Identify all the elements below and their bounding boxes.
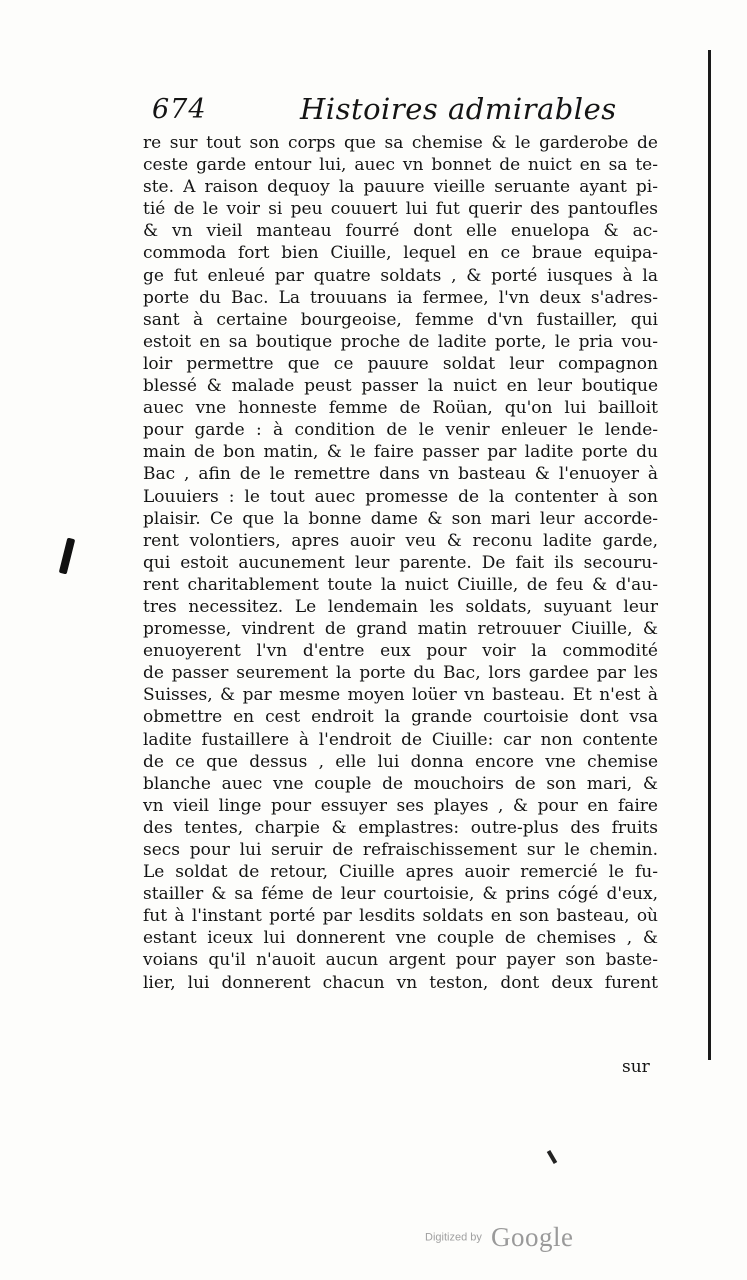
text-line: tié de le voir si peu couuert lui fut querir des pantoufles xyxy=(143,199,658,220)
running-title: Histoires admirables xyxy=(300,92,617,126)
text-line: Suisses, & par mesme moyen loüer vn basteau. Et n'est à xyxy=(143,685,658,706)
page-edge-shadow xyxy=(708,50,711,1060)
text-line: ladite fustaillere à l'endroit de Ciuille: car non contente xyxy=(143,729,658,750)
margin-ink-mark xyxy=(59,538,75,575)
text-line: ge fut enleué par quatre soldats , & porté iusques à la xyxy=(143,265,658,286)
text-line: estoit en sa boutique proche de ladite porte, le pria vou- xyxy=(143,331,658,352)
text-line: ste. A raison dequoy la pauure vieille seruante ayant pi- xyxy=(143,177,658,198)
text-line: lier, lui donnerent chacun vn teston, dont deux furent xyxy=(143,972,658,993)
text-line: voians qu'il n'auoit aucun argent pour payer son baste- xyxy=(143,950,658,971)
text-line: loir permettre que ce pauure soldat leur compagnon xyxy=(143,353,658,374)
text-line: stailler & sa féme de leur courtoisie, & prins cógé d'eux, xyxy=(143,884,658,905)
body-text xyxy=(143,132,658,994)
text-line: sant à certaine bourgeoise, femme d'vn fustailler, qui xyxy=(143,309,658,330)
text-line: fut à l'instant porté par lesdits soldats en son basteau, où xyxy=(143,906,658,927)
text-line: plaisir. Ce que la bonne dame & son mari leur accorde- xyxy=(143,508,658,529)
text-line: de passer seurement la porte du Bac, lors gardee par les xyxy=(143,663,658,684)
text-line: blanche auec vne couple de mouchoirs de son mari, & xyxy=(143,773,658,794)
text-line: main de bon matin, & le faire passer par ladite porte du xyxy=(143,442,658,463)
text-line: des tentes, charpie & emplastres: outre-plus des fruits xyxy=(143,817,658,838)
text-line: porte du Bac. La trouuans ia fermee, l'vn deux s'adres- xyxy=(143,287,658,308)
text-line: pour garde : à condition de le venir enleuer le lende- xyxy=(143,420,658,441)
text-line: Bac , afin de le remettre dans vn basteau & l'enuoyer à xyxy=(143,464,658,485)
text-line: Le soldat de retour, Ciuille apres auoir remercié le fu- xyxy=(143,862,658,883)
catchword: sur xyxy=(622,1057,650,1077)
text-line: re sur tout son corps que sa chemise & le garderobe de xyxy=(143,133,658,153)
text-line: ceste garde entour lui, auec vn bonnet de nuict en sa te- xyxy=(143,155,658,176)
text-line: Louuiers : le tout auec promesse de la contenter à son xyxy=(143,486,658,507)
text-line: qui estoit aucunement leur parente. De fait ils secouru- xyxy=(143,552,658,573)
text-line: enuoyerent l'vn d'entre eux pour voir la commodité xyxy=(143,641,658,662)
text-line: tres necessitez. Le lendemain les soldats, suyuant leur xyxy=(143,596,658,617)
digitized-by-google-watermark xyxy=(425,1222,573,1253)
text-line: vn vieil linge pour essuyer ses playes , & pour en faire xyxy=(143,795,658,816)
google-logo: Google xyxy=(490,1222,574,1252)
text-line: obmettre en cest endroit la grande courtoisie dont vsa xyxy=(143,707,658,728)
text-line: auec vne honneste femme de Roüan, qu'on lui bailloit xyxy=(143,398,658,419)
text-line: estant iceux lui donnerent vne couple de chemises , & xyxy=(143,928,658,949)
page-number: 674 xyxy=(152,94,207,125)
text-line: secs pour lui seruir de refraischissement sur le chemin. xyxy=(143,840,658,860)
text-line: rent charitablement toute la nuict Ciuille, de feu & d'au- xyxy=(143,574,658,595)
text-line: promesse, vindrent de grand matin retrouuer Ciuille, & xyxy=(143,619,658,640)
text-line: & vn vieil manteau fourré dont elle enuelopa & ac- xyxy=(143,221,658,242)
digitized-label: Digitized by xyxy=(425,1231,482,1244)
text-line: rent volontiers, apres auoir veu & reconu ladite garde, xyxy=(143,530,658,551)
stray-ink-mark xyxy=(547,1150,557,1164)
page-header xyxy=(152,92,692,132)
text-line: commoda fort bien Ciuille, lequel en ce braue equipa- xyxy=(143,243,658,264)
text-line: blessé & malade peust passer la nuict en leur boutique xyxy=(143,376,658,397)
text-line: de ce que dessus , elle lui donna encore vne chemise xyxy=(143,751,658,772)
